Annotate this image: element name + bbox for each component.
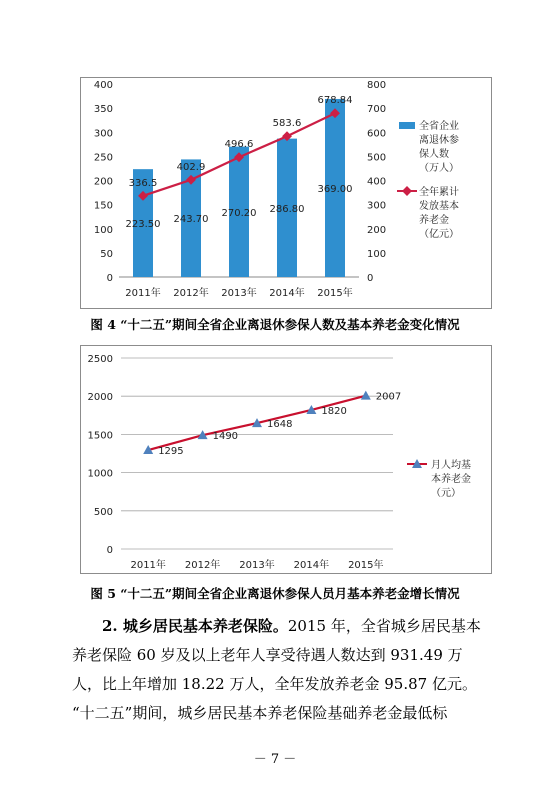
legend-bar-swatch — [399, 122, 415, 129]
section-heading: 2. 城乡居民基本养老保险。 — [102, 617, 288, 635]
paragraph-line-4: “十二五”期间，城乡居民基本养老保险基础养老金最低标 — [72, 704, 448, 722]
left-y-tick-label: 50 — [100, 248, 113, 260]
bar-value-label: 243.70 — [173, 214, 209, 226]
x-tick-label: 2015年 — [348, 560, 384, 571]
y-tick-label: 0 — [106, 545, 113, 556]
y-tick-label: 1500 — [87, 430, 113, 442]
legend-bar-label: 保人数 — [419, 149, 449, 160]
legend-line-label: 养老金 — [419, 215, 449, 226]
body-paragraph — [72, 612, 492, 728]
legend-line-label: 全年累计 — [419, 187, 459, 198]
page-number: － 7 － — [253, 752, 297, 767]
y-tick-label: 500 — [93, 506, 113, 518]
left-y-tick-label: 250 — [93, 152, 113, 164]
data-label: 1648 — [267, 419, 293, 431]
right-y-tick-label: 100 — [367, 248, 387, 260]
paragraph-line-2: 养老保险 60 岁及以上老年人享受待遇人数达到 931.49 万 — [72, 646, 463, 664]
x-tick-label: 2013年 — [239, 560, 275, 571]
y-tick-label: 2500 — [87, 354, 113, 365]
legend-bar-label: （万人） — [419, 163, 459, 174]
legend-bar-label: 离退休参 — [419, 135, 459, 146]
line-value-label: 583.6 — [272, 118, 302, 130]
y-tick-label: 2000 — [87, 392, 113, 404]
x-tick-label: 2012年 — [184, 560, 221, 571]
legend-bar-label: 全省企业 — [419, 121, 459, 132]
x-tick-label: 2011年 — [130, 560, 166, 571]
bar-value-label: 286.80 — [269, 203, 305, 215]
line-value-label: 678.84 — [317, 95, 353, 107]
legend-line-label: （亿元） — [419, 229, 459, 240]
right-y-tick-label: 500 — [367, 152, 387, 164]
y-tick-label: 1000 — [87, 468, 113, 480]
left-y-tick-label: 200 — [93, 176, 113, 188]
line-value-label: 496.6 — [224, 139, 254, 151]
line-value-label: 336.5 — [128, 177, 158, 189]
legend-label: （元） — [431, 488, 461, 499]
figure-5-chart — [80, 345, 492, 574]
legend-label: 本养老金 — [431, 474, 471, 485]
x-tick-label: 2015年 — [317, 288, 353, 299]
left-y-tick-label: 100 — [93, 224, 113, 236]
line-value-label: 402.9 — [176, 161, 206, 173]
left-y-tick-label: 150 — [93, 200, 113, 212]
data-label: 1295 — [158, 446, 184, 458]
x-tick-label: 2012年 — [173, 288, 209, 299]
paragraph-line-1: 2015 年，全省城乡居民基本 — [287, 617, 481, 635]
figure-4-svg — [81, 78, 491, 308]
right-y-tick-label: 700 — [367, 104, 387, 116]
figure-4-caption: 图 4 “十二五”期间全省企业离退休参保人数及基本养老金变化情况 — [90, 317, 460, 332]
right-y-tick-label: 200 — [367, 224, 387, 236]
right-y-tick-label: 300 — [367, 200, 387, 212]
figure-5-caption: 图 5 “十二五”期间全省企业离退休参保人员月基本养老金增长情况 — [90, 586, 460, 601]
triangle-marker — [361, 391, 371, 400]
bar-value-label: 223.50 — [125, 219, 161, 231]
figure-4-chart — [80, 77, 492, 309]
left-y-tick-label: 0 — [106, 273, 113, 284]
figure-5-svg — [81, 346, 491, 573]
bar-value-label: 369.00 — [317, 183, 353, 195]
legend-label: 月人均基 — [431, 460, 471, 471]
x-tick-label: 2011年 — [125, 288, 161, 299]
legend-line-marker — [402, 186, 412, 196]
paragraph-first-line — [72, 612, 492, 641]
left-y-tick-label: 350 — [93, 104, 113, 116]
right-y-tick-label: 400 — [367, 176, 387, 188]
left-y-tick-label: 400 — [93, 80, 113, 91]
right-y-tick-label: 800 — [367, 80, 387, 91]
paragraph-line-3: 人，比上年增加 18.22 万人，全年发放养老金 95.87 亿元。 — [72, 675, 477, 693]
x-tick-label: 2013年 — [221, 288, 257, 299]
data-label: 1820 — [321, 405, 347, 417]
left-y-tick-label: 300 — [93, 128, 113, 140]
right-y-tick-label: 0 — [367, 273, 374, 284]
data-label: 2007 — [375, 391, 402, 403]
x-tick-label: 2014年 — [293, 560, 330, 571]
x-tick-label: 2014年 — [269, 288, 305, 299]
legend-line-label: 发放基本 — [419, 201, 459, 212]
bar-value-label: 270.20 — [221, 207, 257, 219]
data-label: 1490 — [212, 431, 239, 443]
right-y-tick-label: 600 — [367, 128, 387, 140]
